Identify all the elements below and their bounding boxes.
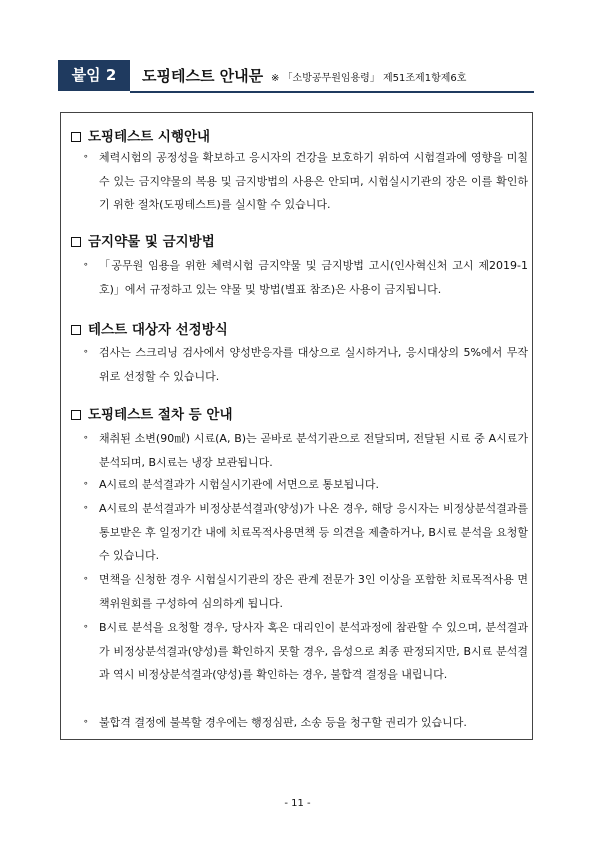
document-header [58, 60, 534, 93]
list-item: ∘ B시료 분석을 요청할 경우, 당사자 혹은 대리인이 분석과정에 참관할 수 있으며, 분석결과가 비정상분석결과(양성)를 확인하지 못할 경우, 음성으로 최종 판정되지만, B시료 분석결과 역시 비정상분석결과(양성)를 확인하는 경우, 불합격 결정을 내립니다. [83, 616, 528, 687]
attachment-badge: 붙임 2 [58, 60, 130, 91]
circle-bullet-icon: ∘ [83, 347, 89, 357]
circle-bullet-icon: ∘ [83, 503, 89, 513]
section-heading-prohibited: 금지약물 및 금지방법 [71, 230, 215, 250]
square-bullet-icon [71, 132, 81, 142]
list-item: ∘ 면책을 신청한 경우 시험실시기관의 장은 관계 전문가 3인 이상을 포함한 치료목적사용 면책위원회를 구성하여 심의하게 됩니다. [83, 568, 528, 615]
page-title: 도핑테스트 안내문 [142, 67, 264, 85]
section-heading-test-guide: 도핑테스트 시행안내 [71, 125, 210, 145]
content-frame [60, 112, 533, 740]
section-heading-selection: 테스트 대상자 선정방식 [71, 318, 228, 338]
page-number: - 11 - [284, 798, 311, 809]
circle-bullet-icon: ∘ [83, 622, 89, 632]
section-heading-procedure: 도핑테스트 절차 등 안내 [71, 403, 233, 423]
circle-bullet-icon: ∘ [83, 260, 89, 270]
square-bullet-icon [71, 410, 81, 420]
list-item: ∘ A시료의 분석결과가 시험실시기관에 서면으로 통보됩니다. [83, 473, 528, 497]
list-item: ∘ 체력시험의 공정성을 확보하고 응시자의 건강을 보호하기 위하여 시험결과에 영향을 미칠 수 있는 금지약물의 복용 및 금지방법의 사용은 안되며, 시험실시기관의 장은 이를 확인하기 위한 절차(도핑테스트)를 실시할 수 있습니다. [83, 146, 528, 217]
circle-bullet-icon: ∘ [83, 433, 89, 443]
circle-bullet-icon: ∘ [83, 479, 89, 489]
list-item: ∘ 채취된 소변(90㎖) 시료(A, B)는 곧바로 분석기관으로 전달되며, 전달된 시료 중 A시료가 분석되며, B시료는 냉장 보관됩니다. [83, 427, 528, 474]
circle-bullet-icon: ∘ [83, 717, 89, 727]
circle-bullet-icon: ∘ [83, 574, 89, 584]
square-bullet-icon [71, 325, 81, 335]
legal-reference: ※ 「소방공무원임용령」 제51조제1항제6호 [271, 73, 467, 84]
list-item: ∘ 「공무원 임용을 위한 체력시험 금지약물 및 금지방법 고시(인사혁신처 고시 제2019-1호)」에서 규정하고 있는 약물 및 방법(별표 참조)은 사용이 금지됩니다. [83, 254, 528, 301]
square-bullet-icon [71, 237, 81, 247]
list-item: ∘ A시료의 분석결과가 비정상분석결과(양성)가 나온 경우, 해당 응시자는 비정상분석결과를 통보받은 후 일정기간 내에 치료목적사용면책 등 의견을 제출하거나, B시료 분석을 요청할 수 있습니다. [83, 497, 528, 568]
header-divider [130, 91, 534, 93]
list-item: ∘ 불합격 결정에 불복할 경우에는 행정심판, 소송 등을 청구할 권리가 있습니다. [83, 711, 528, 735]
circle-bullet-icon: ∘ [83, 152, 89, 162]
list-item: ∘ 검사는 스크리닝 검사에서 양성반응자를 대상으로 실시하거나, 응시대상의 5%에서 무작위로 선정할 수 있습니다. [83, 341, 528, 388]
